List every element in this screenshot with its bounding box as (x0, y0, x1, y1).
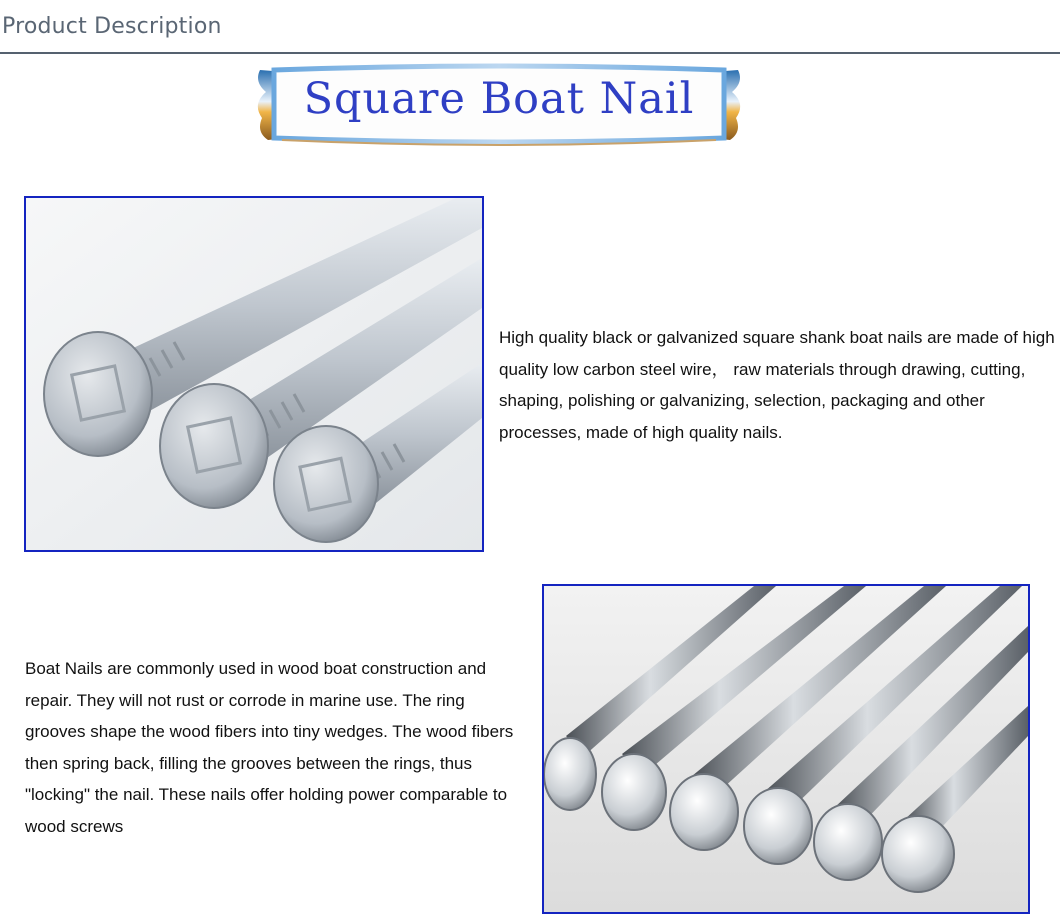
description-paragraph-1: High quality black or galvanized square shank boat nails are made of high quality low carbon steel wire， raw materials through drawing, cutting, shaping, polishing or galvanizing, selection, packaging and other processes, made of high quality nails. (499, 328, 1055, 442)
galvanized-square-nails-image (26, 198, 482, 550)
section-divider (0, 52, 1060, 54)
banner-title: Square Boat Nail (303, 74, 695, 124)
bright-nails-photo (542, 584, 1030, 914)
description-paragraph-2: Boat Nails are commonly used in wood boat construction and repair. They will not rust or corrode in marine use. The ring grooves shape the wood fibers into tiny wedges. The wood fibers then spring back, filling the grooves between the rings, thus "locking" the nail. These nails offer holding power comparable to wood screws (25, 659, 514, 836)
bright-boat-nails-image (544, 586, 1028, 912)
title-banner (252, 62, 746, 146)
galvanized-nails-photo (24, 196, 484, 552)
section-title: Product Description (2, 14, 222, 39)
